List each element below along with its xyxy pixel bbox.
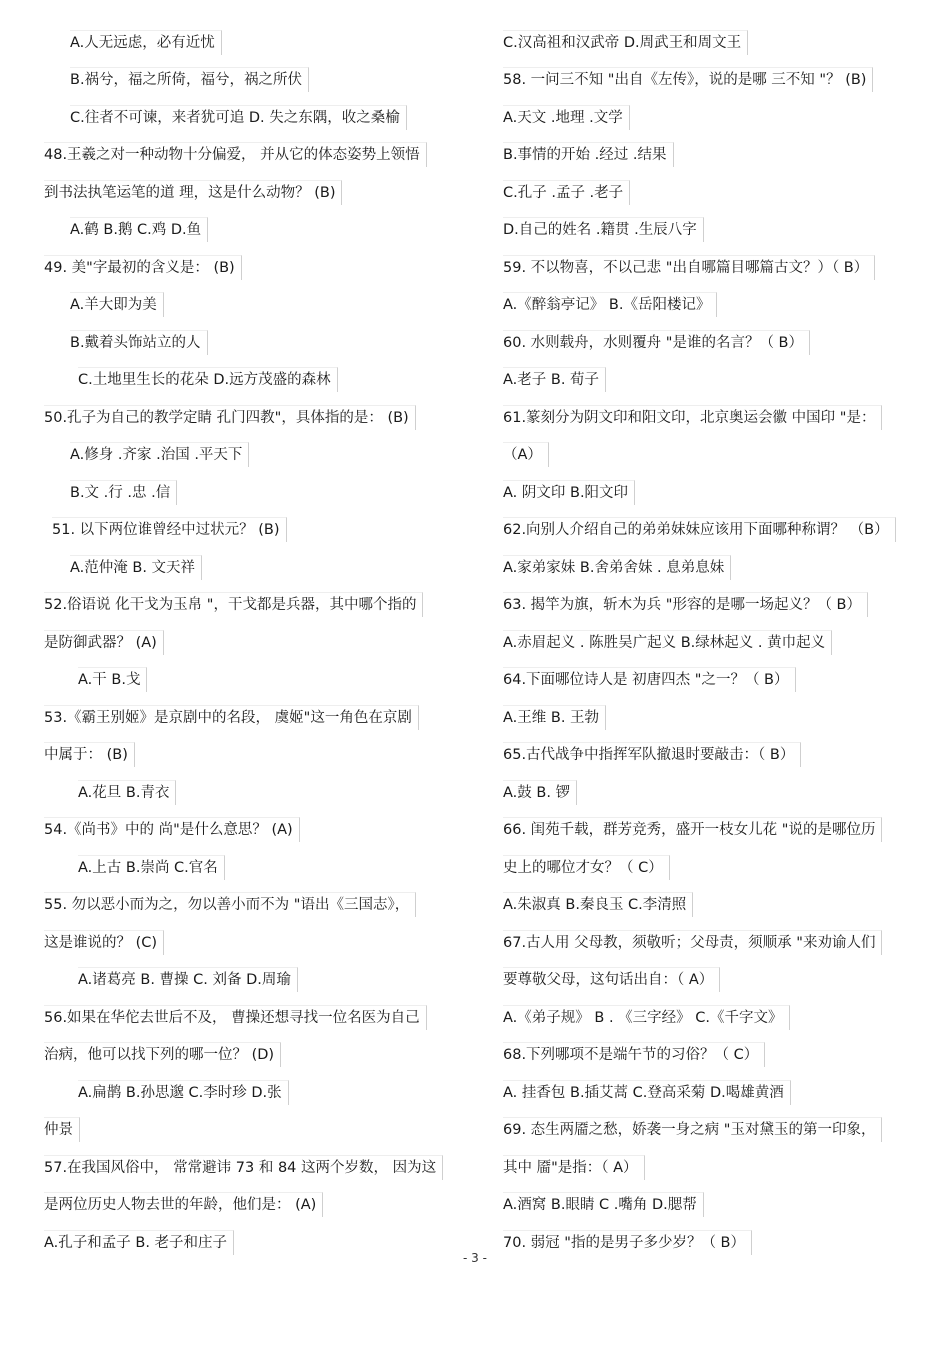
- text-line: [503, 1149, 933, 1187]
- line-text: 51. 以下两位谁曾经中过状元？ (B): [52, 517, 287, 542]
- text-line: [503, 849, 933, 887]
- line-text: B.祸兮，福之所倚，福兮，祸之所伏: [70, 67, 309, 92]
- text-line: [44, 212, 474, 250]
- text-line: [503, 99, 933, 137]
- text-line: [503, 24, 933, 62]
- text-line: [44, 362, 474, 400]
- text-line: [503, 287, 933, 325]
- line-text: 56.如果在华佗去世后不及， 曹操还想寻找一位名医为自己: [44, 1005, 427, 1030]
- line-text: A.鹤 B.鹅 C.鸡 D.鱼: [70, 217, 208, 242]
- text-line: [44, 62, 474, 100]
- text-line: [503, 62, 933, 100]
- line-text: 要尊敬父母，这句话出自：（ A）: [503, 967, 720, 992]
- text-line: [503, 624, 933, 662]
- line-text: 57.在我国风俗中， 常常避讳 73 和 84 这两个岁数， 因为这: [44, 1155, 443, 1180]
- line-text: 61.篆刻分为阴文印和阳文印，北京奥运会徽 中国印 "是：: [503, 405, 882, 430]
- text-line: [44, 624, 474, 662]
- line-text: A.扁鹊 B.孙思邈 C.李时珍 D.张: [78, 1080, 289, 1105]
- line-text: 66. 闺苑千载，群芳竞秀，盛开一枝女儿花 "说的是哪位历: [503, 817, 882, 842]
- line-text: 治病，他可以找下列的哪一位？ (D): [44, 1042, 281, 1067]
- text-line: [503, 437, 933, 475]
- text-line: [44, 812, 474, 850]
- line-text: B.事情的开始 .经过 .结果: [503, 142, 674, 167]
- line-text: 到书法执笔运笔的道 理，这是什么动物？ (B): [44, 180, 342, 205]
- line-text: 是防御武器？ (A): [44, 630, 164, 655]
- text-line: [503, 324, 933, 362]
- text-line: [44, 1112, 474, 1150]
- text-line: [44, 287, 474, 325]
- text-line: [503, 1112, 933, 1150]
- line-text: C.往者不可谏，来者犹可追 D. 失之东隅，收之桑榆: [70, 105, 407, 130]
- line-text: C.汉高祖和汉武帝 D.周武王和周文王: [503, 30, 748, 55]
- line-text: 60. 水则载舟，水则覆舟 "是谁的名言？（ B）: [503, 330, 810, 355]
- text-line: [44, 24, 474, 62]
- line-text: A.孔子和孟子 B. 老子和庄子: [44, 1230, 234, 1255]
- text-line: [503, 174, 933, 212]
- text-line: [44, 1074, 474, 1112]
- line-text: 49. 美"字最初的含义是： (B): [44, 255, 242, 280]
- text-line: [503, 399, 933, 437]
- line-text: A.鼓 B. 锣: [503, 780, 577, 805]
- text-line: [503, 662, 933, 700]
- text-line: [503, 774, 933, 812]
- line-text: A.天文 .地理 .文学: [503, 105, 630, 130]
- text-line: [503, 549, 933, 587]
- text-line: [503, 737, 933, 775]
- line-text: A.《醉翁亭记》 B.《岳阳楼记》: [503, 292, 717, 317]
- text-line: [503, 137, 933, 175]
- line-text: A.赤眉起义 . 陈胜吴广起义 B.绿林起义 . 黄巾起义: [503, 630, 832, 655]
- line-text: C.土地里生长的花朵 D.远方茂盛的森林: [78, 367, 338, 392]
- line-text: 55. 勿以恶小而为之，勿以善小而不为 "语出《三国志》，: [44, 892, 416, 917]
- text-line: [503, 249, 933, 287]
- text-line: [44, 699, 474, 737]
- line-text: A.老子 B. 荀子: [503, 367, 606, 392]
- text-line: [44, 174, 474, 212]
- text-line: [44, 849, 474, 887]
- text-line: [44, 737, 474, 775]
- text-line: [44, 1187, 474, 1225]
- line-text: 67.古人用 父母教，须敬听；父母责，须顺承 "来劝谕人们: [503, 930, 882, 955]
- line-text: 这是谁说的？ (C): [44, 930, 164, 955]
- text-line: [44, 512, 474, 550]
- text-line: [503, 812, 933, 850]
- line-text: A.朱淑真 B.秦良玉 C.李清照: [503, 892, 693, 917]
- line-text: A.范仲淹 B. 文天祥: [70, 555, 202, 580]
- text-line: [503, 962, 933, 1000]
- line-text: 63. 揭竿为旗，斩木为兵 "形容的是哪一场起义？（ B）: [503, 592, 868, 617]
- text-line: [503, 999, 933, 1037]
- line-text: A.家弟家妹 B.舍弟舍妹 . 息弟息妹: [503, 555, 731, 580]
- line-text: 53.《霸王别姬》是京剧中的名段， 虞姬"这一角色在京剧: [44, 705, 419, 730]
- text-line: [503, 1037, 933, 1075]
- line-text: 62.向别人介绍自己的弟弟妹妹应该用下面哪种称谓？ （B）: [503, 517, 896, 542]
- text-line: [44, 474, 474, 512]
- line-text: A.《弟子规》 B . 《三字经》 C.《千字文》: [503, 1005, 790, 1030]
- line-text: A.上古 B.崇尚 C.官名: [78, 855, 225, 880]
- line-text: 是两位历史人物去世的年龄，他们是： (A): [44, 1192, 323, 1217]
- text-line: [44, 137, 474, 175]
- text-line: [44, 437, 474, 475]
- line-text: B.戴着头饰站立的人: [70, 330, 208, 355]
- line-text: A.花旦 B.青衣: [78, 780, 176, 805]
- line-text: 52.俗语说 化干戈为玉帛 "，干戈都是兵器，其中哪个指的: [44, 592, 423, 617]
- text-line: [44, 1149, 474, 1187]
- text-line: [44, 249, 474, 287]
- page-number: - 3 -: [463, 1251, 487, 1265]
- text-line: [503, 699, 933, 737]
- line-text: （A）: [503, 442, 549, 467]
- text-line: [44, 399, 474, 437]
- line-text: A.干 B.戈: [78, 667, 147, 692]
- text-line: [44, 549, 474, 587]
- line-text: 64.下面哪位诗人是 初唐四杰 "之一？（ B）: [503, 667, 796, 692]
- text-line: [44, 887, 474, 925]
- text-line: [44, 662, 474, 700]
- line-text: 69. 态生两靥之愁，娇袭一身之病 "玉对黛玉的第一印象，: [503, 1117, 882, 1142]
- text-line: [503, 362, 933, 400]
- text-line: [503, 512, 933, 550]
- text-line: [44, 962, 474, 1000]
- line-text: A.王维 B. 王勃: [503, 705, 606, 730]
- line-text: 仲景: [44, 1117, 80, 1142]
- text-line: [503, 1074, 933, 1112]
- text-line: [503, 887, 933, 925]
- line-text: 68.下列哪项不是端午节的习俗？（ C）: [503, 1042, 765, 1067]
- text-line: [503, 1187, 933, 1225]
- line-text: A. 阴文印 B.阳文印: [503, 480, 635, 505]
- line-text: A.人无远虑，必有近忧: [70, 30, 222, 55]
- line-text: A.酒窝 B.眼睛 C .嘴角 D.腮帮: [503, 1192, 704, 1217]
- line-text: D.自己的姓名 .籍贯 .生辰八字: [503, 217, 704, 242]
- line-text: 70. 弱冠 "指的是男子多少岁？（ B）: [503, 1230, 752, 1255]
- text-line: [44, 924, 474, 962]
- text-line: [44, 1037, 474, 1075]
- line-text: B.文 .行 .忠 .信: [70, 480, 177, 505]
- line-text: 史上的哪位才女？（ C）: [503, 855, 670, 880]
- line-text: 48.王羲之对一种动物十分偏爱， 并从它的体态姿势上领悟: [44, 142, 427, 167]
- text-line: [44, 999, 474, 1037]
- line-text: A.修身 .齐家 .治国 .平天下: [70, 442, 249, 467]
- text-line: [44, 774, 474, 812]
- line-text: C.孔子 .孟子 .老子: [503, 180, 630, 205]
- text-line: [503, 924, 933, 962]
- line-text: 65.古代战争中指挥军队撤退时要敲击：（ B）: [503, 742, 801, 767]
- line-text: 54.《尚书》中的 尚"是什么意思？ (A): [44, 817, 300, 842]
- line-text: 58. 一问三不知 "出自《左传》，说的是哪 三不知 "？ (B): [503, 67, 873, 92]
- line-text: A.诸葛亮 B. 曹操 C. 刘备 D.周瑜: [78, 967, 298, 992]
- line-text: 其中 靥"是指：（ A）: [503, 1155, 645, 1180]
- line-text: 50.孔子为自己的教学定睛 孔门四教"，具体指的是： (B): [44, 405, 416, 430]
- line-text: A.羊大即为美: [70, 292, 164, 317]
- line-text: 59. 不以物喜，不以己悲 "出自哪篇目哪篇古文？）（ B）: [503, 255, 875, 280]
- text-line: [503, 212, 933, 250]
- line-text: 中属于： (B): [44, 742, 135, 767]
- text-line: [44, 324, 474, 362]
- text-line: [503, 587, 933, 625]
- text-line: [44, 99, 474, 137]
- right-column: [503, 24, 933, 1262]
- text-line: [44, 587, 474, 625]
- left-column: [44, 24, 474, 1262]
- line-text: A. 挂香包 B.插艾蒿 C.登高采菊 D.喝雄黄酒: [503, 1080, 791, 1105]
- text-line: [503, 474, 933, 512]
